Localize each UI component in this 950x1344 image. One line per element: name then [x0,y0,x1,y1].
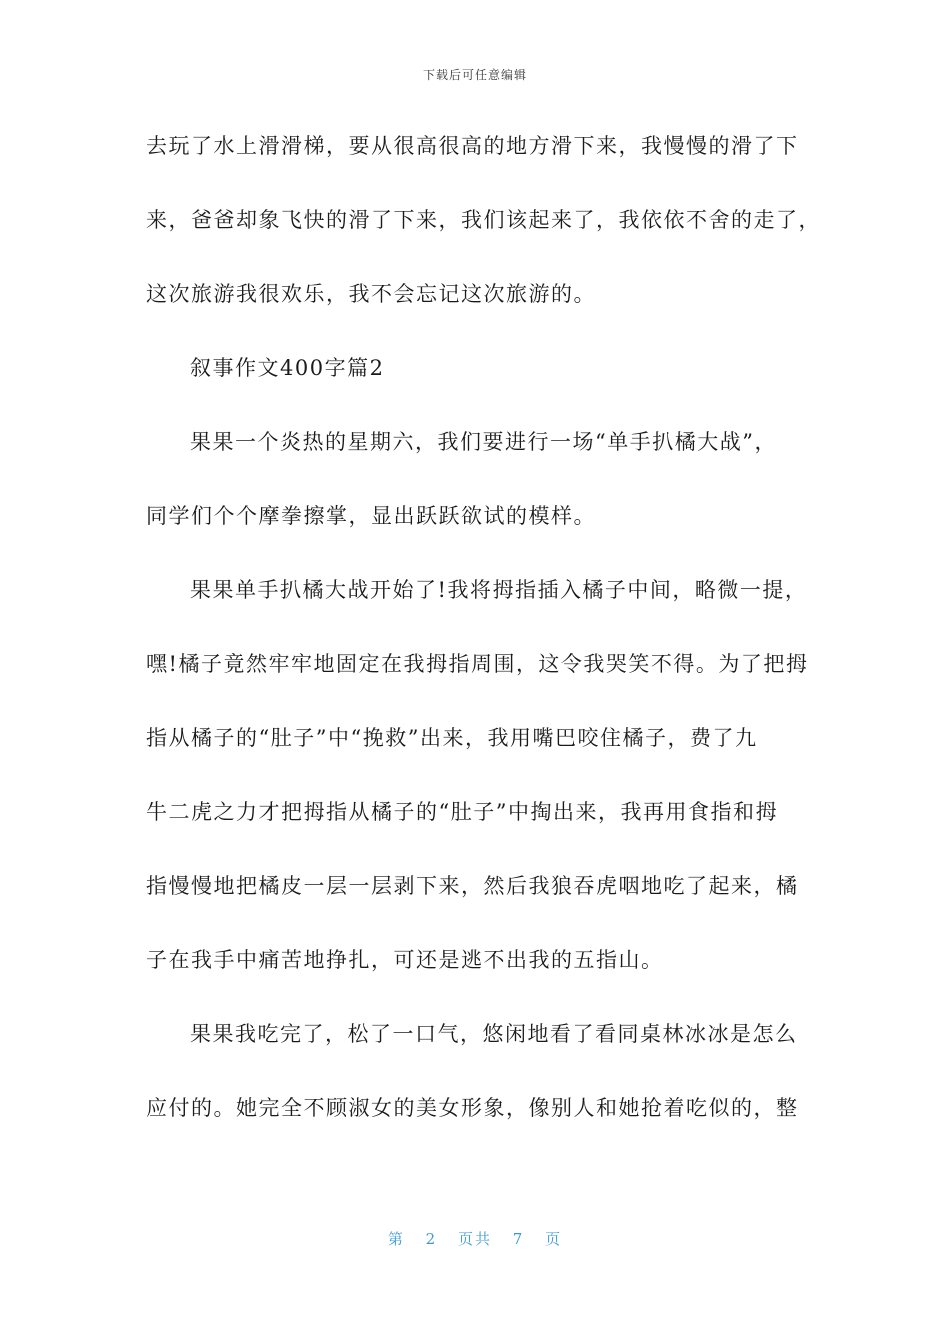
body-line: 嘿!橘子竟然牢牢地固定在我拇指周围，这令我哭笑不得。为了把拇 [146,652,809,676]
footer-page-number: 2 [425,1230,438,1248]
body-line: 同学们个个摩拳擦掌，显出跃跃欲试的模样。 [146,504,596,528]
body-line: 来，爸爸却象飞快的滑了下来，我们该起来了，我依依不舍的走了， [146,208,821,232]
body-line: 应付的。她完全不顾淑女的美女形象，像别人和她抢着吃似的，整 [146,1096,799,1120]
body-line: 果果一个炎热的星期六，我们要进行一场“单手扒橘大战”， [190,430,777,454]
footer-middle: 页共 [457,1230,492,1248]
footer-suffix: 页 [545,1230,563,1248]
footer-total-pages: 7 [512,1230,525,1248]
body-line: 果果单手扒橘大战开始了!我将拇指插入橘子中间，略微一提， [190,578,808,602]
body-line: 果果我吃完了，松了一口气，悠闲地看了看同桌林冰冰是怎么 [190,1022,798,1046]
body-line: 去玩了水上滑滑梯，要从很高很高的地方滑下来，我慢慢的滑了下 [146,134,799,158]
body-line: 这次旅游我很欢乐，我不会忘记这次旅游的。 [146,282,596,306]
page-footer [0,1228,950,1249]
body-line: 指从橘子的“肚子”中“挽救”出来，我用嘴巴咬住橘子，费了九 [146,726,758,750]
body-line: 牛二虎之力才把拇指从橘子的“肚子”中掏出来，我再用食指和拇 [146,800,778,824]
body-line: 子在我手中痛苦地挣扎，可还是逃不出我的五指山。 [146,948,664,972]
document-body [146,128,821,1164]
section-heading: 叙事作文400字篇2 [190,356,385,380]
footer-prefix: 第 [387,1230,405,1248]
body-line: 指慢慢地把橘皮一层一层剥下来，然后我狼吞虎咽地吃了起来，橘 [146,874,799,898]
page-header: 下载后可任意编辑 [422,68,527,82]
